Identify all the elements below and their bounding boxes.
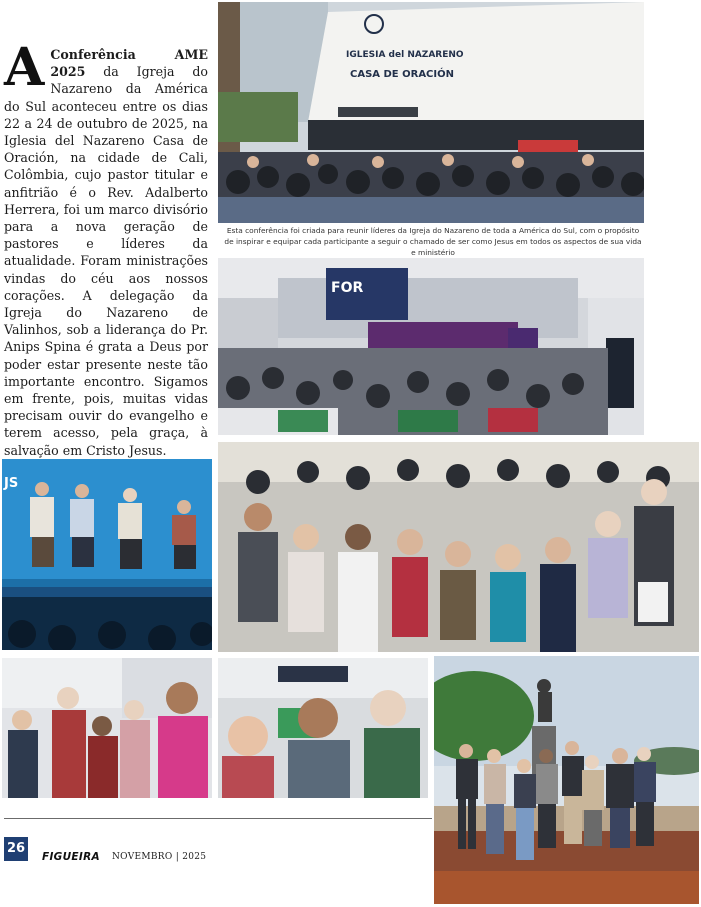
- photo-delegation-group: [218, 442, 699, 652]
- article-text: [4, 37, 208, 459]
- magazine-logo: FIGUEIRA: [42, 851, 100, 863]
- building-sign-line2: CASA DE ORACIÓN: [350, 69, 454, 80]
- panel-screen-text: JS: [4, 476, 19, 491]
- article-body: da Igreja do Nazareno da América do Sul aconteceu entre os dias 22 a 24 de outubro de 2025, na Iglesia del Nazareno Casa de Oración, na cidade de Cali, Colômbia, cujo pastor titular e anfitrião é o Rev. Adalberto Herrera, foi um marco divisório para a nova geração de pastores e líderes da atualidade. Foram ministrações vindas do céu aos nossos corações. A delegação da Igreja do Nazareno de Valinhos, sob a liderança do Pr. Anips Spina é grata a Deus por poder estar presente neste tão importante encontro. Sigamos em frente, pois, muitas vidas precisam ouvir do evangelho e terem acesso, pela graça, à salvação em Cristo Jesus.: [4, 64, 208, 458]
- page-number: 26: [4, 837, 28, 861]
- issue-date: NOVEMBRO | 2025: [112, 852, 207, 862]
- photo-auditorium: [218, 258, 644, 435]
- photo-selfie-group-1: [2, 658, 212, 798]
- building-sign-line1: IGLESIA del NAZARENO: [346, 50, 464, 60]
- photo-selfie-group-2: [218, 658, 428, 798]
- photo-caption: Esta conferência foi criada para reunir líderes da Igreja do Nazareno de toda a América do Sul, com o propósito de inspirar e equipar cada participante a seguir o chamado de ser como Jesus em todos os aspectos de sua vida e ministério: [224, 226, 642, 257]
- photo-church-exterior: [218, 2, 644, 223]
- article-lead: Conferência AME 2025: [50, 47, 208, 80]
- footer-divider: [4, 818, 432, 819]
- photo-monument-group: [434, 656, 699, 904]
- photo-stage-panel: [2, 459, 212, 650]
- stage-screen-text: FOR: [331, 280, 364, 296]
- drop-cap: A: [4, 37, 45, 98]
